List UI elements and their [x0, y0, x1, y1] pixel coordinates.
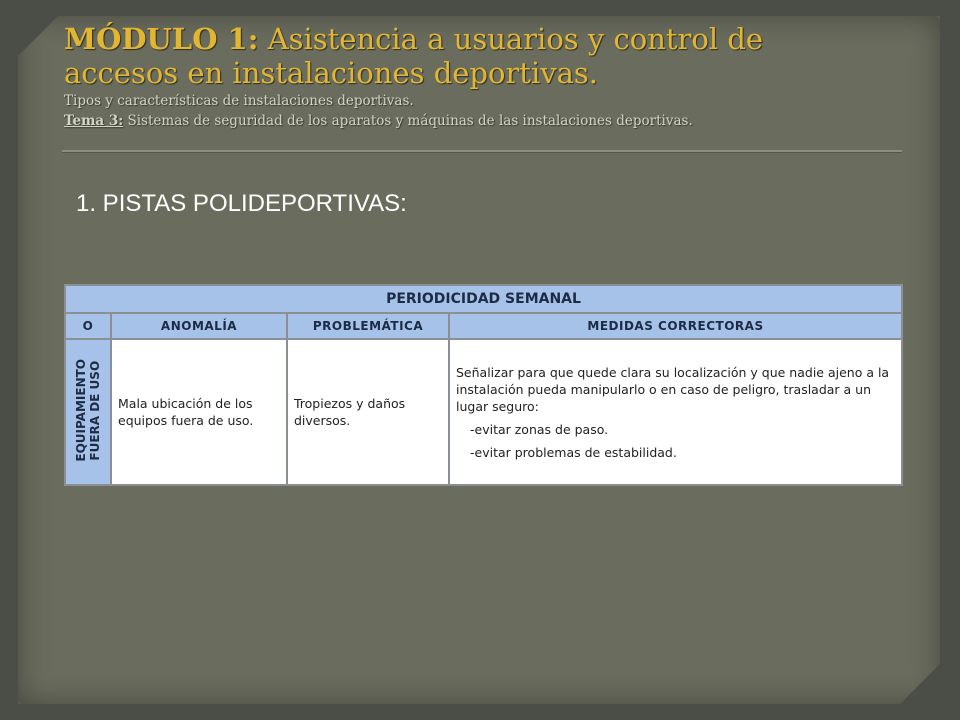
title-divider — [62, 150, 902, 153]
table-band-title: PERIODICIDAD SEMANAL — [65, 285, 902, 313]
tema-label: Tema 3: — [64, 113, 124, 129]
medidas-item-2: -evitar problemas de estabilidad. — [470, 444, 677, 460]
subtitle-tipos: Tipos y características de instalaciones deportivas. — [64, 93, 414, 109]
medidas-main: Señalizar para que quede clara su localización y que nadie ajeno a la instalación pueda manipularlo o en caso de peligro, trasladar a un lugar seguro: — [456, 364, 890, 414]
subtitle-tema — [64, 112, 904, 130]
anomalia-cell: Mala ubicación de los equipos fuera de uso. — [111, 339, 287, 485]
table-row — [65, 339, 902, 485]
header-medidas: MEDIDAS CORRECTORAS — [449, 313, 902, 339]
periodicity-table — [64, 284, 903, 486]
medidas-item-1: -evitar zonas de paso. — [470, 421, 609, 437]
module-title-line-2: accesos en instalaciones deportivas. — [64, 56, 599, 90]
medidas-cell — [449, 339, 902, 485]
section-heading: 1. PISTAS POLIDEPORTIVAS: — [76, 190, 407, 217]
header-anomalia: ANOMALÍA — [111, 313, 287, 339]
category-cell — [65, 339, 111, 485]
category-line-1: EQUIPAMIENTO — [74, 358, 88, 462]
problematica-cell: Tropiezos y daños diversos. — [287, 339, 449, 485]
tema-text: Sistemas de seguridad de los aparatos y máquinas de las instalaciones deportivas. — [123, 113, 693, 129]
category-label — [74, 359, 102, 462]
header-category: O — [65, 313, 111, 339]
table-header-row — [65, 313, 902, 339]
module-title-line-1 — [64, 22, 904, 56]
header-problematica: PROBLEMÁTICA — [287, 313, 449, 339]
category-line-2: FUERA DE USO — [88, 360, 102, 460]
module-title-rest: Asistencia a usuarios y control de — [258, 22, 764, 56]
module-title-prefix: MÓDULO 1: — [64, 22, 259, 56]
title-block — [64, 22, 904, 130]
